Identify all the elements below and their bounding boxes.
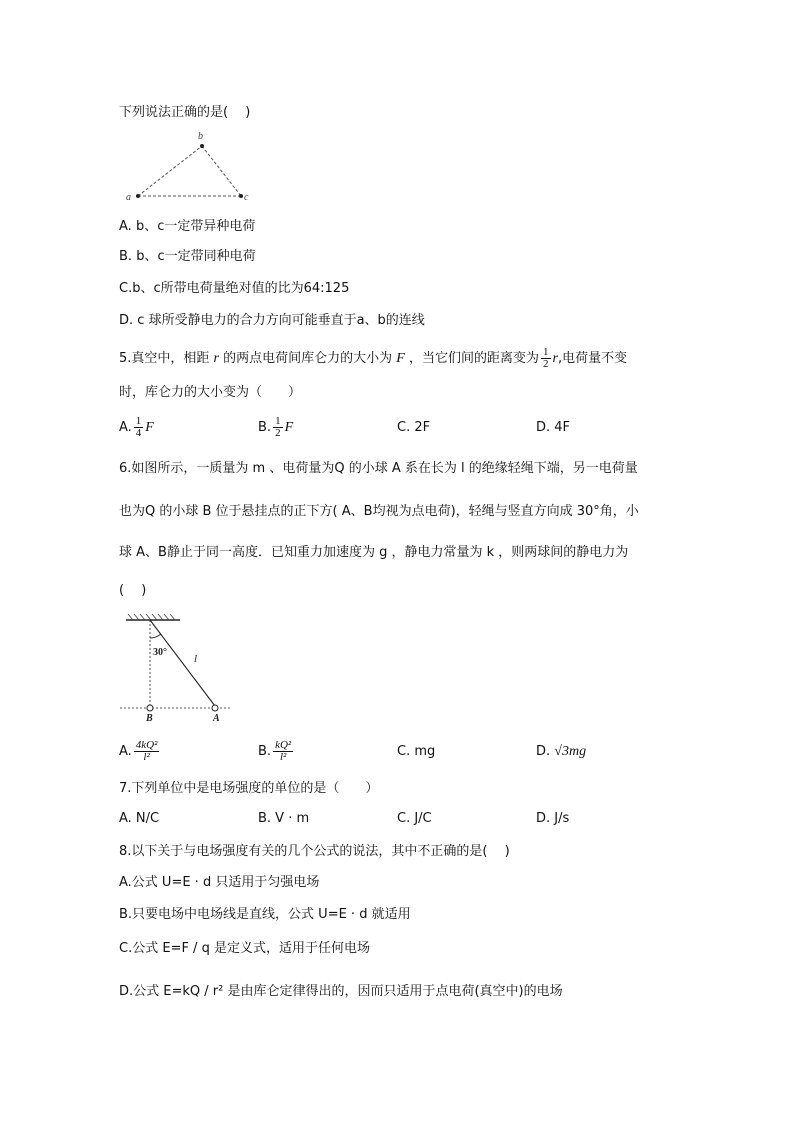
q8-option-b: B.只要电场中电场线是直线，公式 U=E · d 就适用	[119, 907, 411, 922]
q6-option-c: C. mg	[397, 744, 436, 759]
q7-option-c: C. J/C	[397, 811, 432, 826]
q4-option-c: C.b、c所带电荷量绝对值的比为64:125	[119, 281, 350, 296]
q8-option-d: D.公式 E=kQ / r² 是由库仑定律得出的，因而只适用于点电荷(真空中)的电场	[119, 984, 563, 999]
q8-option-a: A.公式 U=E · d 只适用于匀强电场	[119, 875, 320, 890]
q5-line2: 时，库仑力的大小变为（ ）	[119, 385, 302, 400]
q7-option-a: A. N/C	[119, 811, 160, 826]
q6-option-a: A. $\frac{\text{4kQ²}}{\text{l²}}$	[119, 739, 158, 763]
pendulum-figure	[118, 610, 243, 725]
half-fraction: $\frac{1}{2}$	[543, 346, 549, 370]
label-a: a	[126, 192, 131, 203]
q5-line1: 5.真空中，相距 r 的两点电荷间库仑力的大小为 F ，当它们间的距离变为 $\frac{1}{2}$ r,电荷量不变	[119, 346, 628, 370]
ball-b	[147, 705, 153, 711]
q6-option-b: B. $\frac{\text{kQ²}}{\text{l²}}$	[258, 739, 292, 763]
point-a	[136, 194, 140, 198]
q5-option-b: B. $\frac{1}{2}$ F	[258, 415, 294, 439]
q5-option-a: A. $\frac{1}{4}$ F	[119, 415, 154, 439]
label-c: c	[244, 192, 249, 203]
label-ball-b: B	[146, 713, 153, 724]
q6-option-d: D. √3mg	[536, 744, 587, 759]
q4-option-a: A. b、c一定带异种电荷	[119, 219, 256, 234]
ball-a	[212, 705, 218, 711]
q6-line1: 6.如图所示，一质量为 m 、电荷量为Q 的小球 A 系在长为 l 的绝缘轻绳下端，另一电荷量	[119, 461, 638, 476]
q7-stem: 7.下列单位中是电场强度的单位的是（ ）	[119, 781, 379, 796]
q6-line2: 也为Q 的小球 B 位于悬挂点的正下方( A、B均视为点电荷)，轻绳与竖直方向成 30°角，小	[119, 504, 639, 519]
q4-option-d: D. c 球所受静电力的合力方向可能垂直于a、b的连线	[119, 313, 425, 328]
point-b	[200, 144, 204, 148]
length-label: l	[194, 653, 198, 665]
q5-option-c: C. 2F	[397, 420, 431, 435]
q7-option-b: B. V · m	[258, 811, 310, 826]
label-ball-a: A	[213, 713, 220, 724]
angle-label: 30°	[153, 647, 167, 658]
q6-line4: ( )	[119, 583, 147, 598]
q4-stem: 下列说法正确的是( )	[119, 105, 251, 120]
point-c	[239, 194, 243, 198]
q6-line3: 球 A、B静止于同一高度．已知重力加速度为 g ，静电力常量为 k ，则两球间的静电力为	[119, 545, 629, 560]
q4-option-b: B. b、c一定带同种电荷	[119, 249, 256, 264]
q7-option-d: D. J/s	[536, 811, 570, 826]
label-b: b	[198, 131, 203, 142]
triangle-figure	[118, 130, 258, 205]
q8-option-c: C.公式 E=F / q 是定义式，适用于任何电场	[119, 941, 370, 956]
q8-stem: 8.以下关于与电场强度有关的几个公式的说法，其中不正确的是( )	[119, 844, 510, 859]
q5-option-d: D. 4F	[536, 420, 571, 435]
